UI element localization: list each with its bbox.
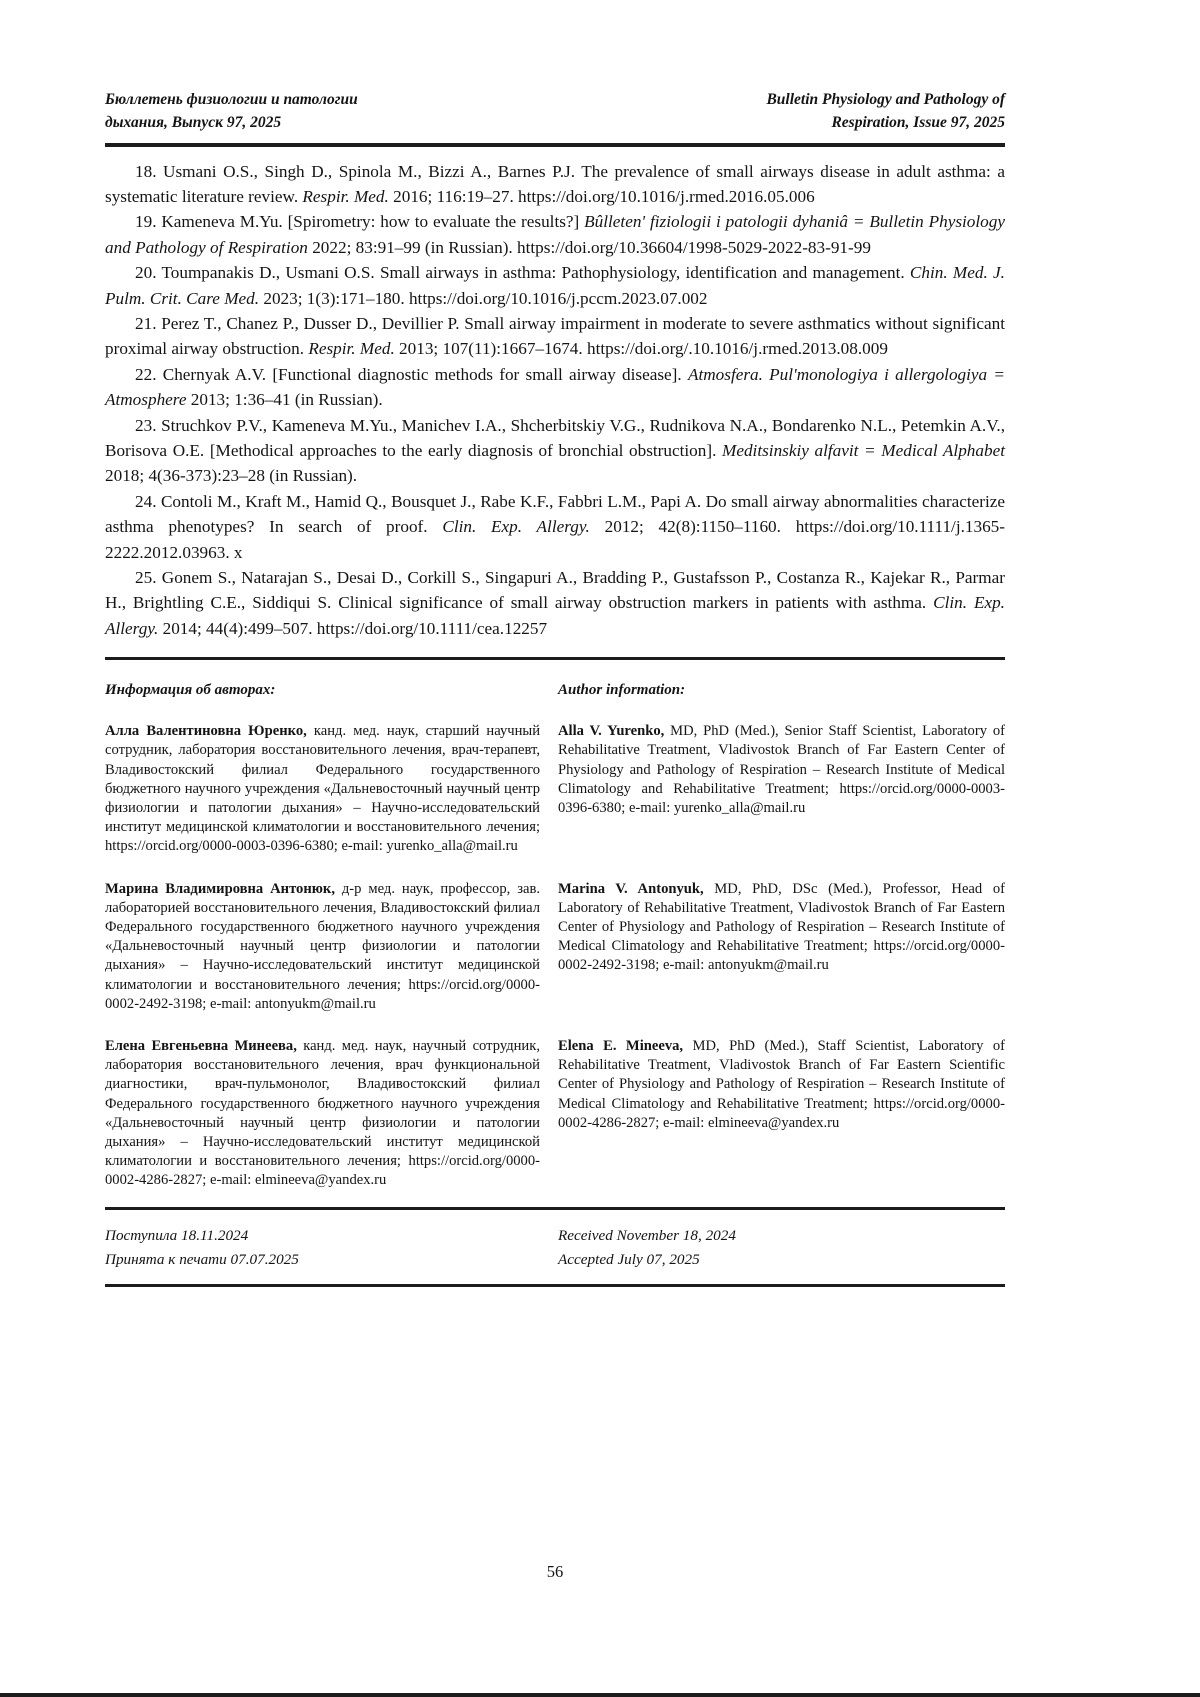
running-head-ru-line1: Бюллетень физиологии и патологии — [105, 91, 358, 108]
running-head-en-line1: Bulletin Physiology and Pathology of — [766, 91, 1005, 108]
author-paragraph-ru — [105, 880, 540, 1014]
text-run: 2018; 4(36-373):23–28 (in Russian). — [105, 466, 358, 486]
author-paragraph-ru — [105, 1037, 540, 1191]
references-bottom-rule — [105, 657, 1005, 660]
dates-block — [105, 1224, 1005, 1272]
reference-item — [105, 159, 1005, 210]
running-head-en — [766, 88, 1005, 134]
text-run: 2013; 107(11):1667–1674. https://doi.org/.10.1016/j.rmed.2013.08.009 — [394, 339, 888, 359]
text-run: MD, PhD, DSc (Med.), Professor, Head of Laboratory of Rehabilitative Treatment, Vladivostok Branch of Far Eastern Center of Physiology and Pathology of Respiration – Research Institute of Medical Climatology and Rehabilitative Treatment; https://orcid.org/0000-0002-2492-3198; e-mail: antonyukm@mail.ru — [558, 880, 1005, 974]
author-row — [105, 722, 1005, 856]
dates-bottom-rule — [105, 1284, 1005, 1287]
reference-item — [105, 362, 1005, 413]
text-run: 21. Perez T., Chanez P., Dusser D., Devillier P. Small airway impairment in moderate to severe asthmatics without significant proximal airway obstruction. — [105, 313, 1005, 359]
accepted-date-ru: Принята к печати 07.07.2025 — [105, 1250, 299, 1268]
text-run: 25. Gonem S., Natarajan S., Desai D., Corkill S., Singapuri A., Bradding P., Gustafsson P., Costanza R., Kajekar R., Parmar H., Brightling C.E., Siddiqui S. Clinical significance of small airway obstruction markers in patients with asthma. — [105, 568, 1005, 613]
reference-item — [105, 565, 1005, 641]
author-paragraph-en — [558, 1037, 1005, 1191]
journal-title-run: Chin. Med. J. Pulm. Crit. Care Med. — [105, 263, 1005, 308]
text-run: MD, PhD (Med.), Staff Scientist, Laboratory of Rehabilitative Treatment, Vladivostok Branch of Far Eastern Scientific Center of Physiology and Pathology of Respiration – Research Institute of Medical Climatology and Rehabilitative Treatment; https://orcid.org/0000-0002-4286-2827; e-mail: elmineeva@yandex.ru — [558, 1038, 1005, 1131]
running-head-ru — [105, 88, 358, 134]
journal-title-run: Respir. Med. — [308, 339, 395, 359]
text-run: 22. Chernyak A.V. [Functional diagnostic methods for small airway disease]. — [135, 364, 688, 384]
author-paragraph-ru — [105, 722, 540, 856]
running-head-ru-line2: дыхания, Выпуск 97, 2025 — [105, 114, 282, 131]
received-date-ru: Поступила 18.11.2024 — [105, 1226, 249, 1244]
author-name-run: Elena E. Mineeva, — [558, 1038, 684, 1055]
header-rule — [105, 143, 1005, 147]
author-info-headings — [105, 682, 1005, 699]
author-name-run: Алла Валентиновна Юренко, — [105, 723, 307, 740]
journal-title-run: Bûlleten' fiziologii i patologii dyhaniâ = Bulletin Physiology and Pathology of Respiration — [105, 212, 1005, 257]
author-name-run: Елена Евгеньевна Минеева, — [105, 1038, 297, 1055]
text-run: 2023; 1(3):171–180. https://doi.org/10.1016/j.pccm.2023.07.002 — [259, 288, 708, 308]
dates-top-rule — [105, 1207, 1005, 1210]
references-list — [105, 159, 1005, 642]
journal-title-run: Clin. Exp. Allergy. — [105, 593, 1005, 638]
text-run: 20. Toumpanakis D., Usmani O.S. Small airways in asthma: Pathophysiology, identification and management. — [135, 263, 910, 283]
text-run: 24. Contoli M., Kraft M., Hamid Q., Bousquet J., Rabe K.F., Fabbri L.M., Papi A. Do small airway abnormalities characterize asthma phenotypes? In search of proof. — [105, 491, 1005, 537]
author-row — [105, 880, 1005, 1014]
running-head — [105, 88, 1005, 134]
text-run: 2012; 42(8):1150–1160. https://doi.org/10.1111/j.1365-2222.2012.03963. x — [105, 517, 1005, 562]
author-info-rows — [105, 722, 1005, 1190]
author-name-run: Marina V. Antonyuk, — [558, 880, 704, 897]
text-run: канд. мед. наук, научный сотрудник, лаборатория восстановительного лечения, врач функциональной диагностики, врач-пульмонолог, Владивостокский филиал Федерального государственного бюджетного научного учреждения «Дальневосточный научный центр физиологии и патологии дыхания» – Научно-исследовательский институт медицинской климатологии и восстановительного лечения; https://orcid.org/0000-0002-4286-2827; e-mail: elmineeva@yandex.ru — [105, 1038, 540, 1189]
running-head-en-line2: Respiration, Issue 97, 2025 — [831, 114, 1005, 131]
page-bottom-edge — [0, 1693, 1200, 1697]
dates-en — [558, 1224, 1005, 1272]
text-run: 2022; 83:91–99 (in Russian). https://doi.org/10.36604/1998-5029-2022-83-91-99 — [307, 237, 871, 257]
author-row — [105, 1037, 1005, 1191]
text-run: MD, PhD (Med.), Senior Staff Scientist, Laboratory of Rehabilitative Treatment, Vladivostok Branch of Far Eastern Center of Physiology and Pathology of Respiration – Research Institute of Medical Climatology and Rehabilitative Treatment; https://orcid.org/0000-0003-0396-6380; e-mail: yurenko_alla@mail.ru — [558, 723, 1005, 817]
text-run: 23. Struchkov P.V., Kameneva M.Yu., Manichev I.A., Shcherbitskiy V.G., Rudnikova N.A., Bondarenko N.L., Petemkin A.V., Borisova O.E. [Methodical approaches to the early diagnosis of bronchial obstruction]. — [105, 415, 1005, 460]
received-date-en: Received November 18, 2024 — [558, 1226, 736, 1244]
text-run: 18. Usmani O.S., Singh D., Spinola M., Bizzi A., Barnes P.J. The prevalence of small airways disease in adult asthma: a systematic literature review. — [105, 161, 1005, 206]
author-paragraph-en — [558, 880, 1005, 1014]
text-run: 2013; 1:36–41 (in Russian). — [186, 390, 383, 410]
dates-ru — [105, 1224, 540, 1272]
text-run: 2014; 44(4):499–507. https://doi.org/10.1111/cea.12257 — [158, 618, 548, 638]
reference-item — [105, 209, 1005, 260]
page-number: 56 — [546, 1562, 564, 1581]
journal-title-run: Clin. Exp. Allergy. — [442, 517, 590, 537]
text-run: 2016; 116:19–27. https://doi.org/10.1016/j.rmed.2016.05.006 — [388, 186, 815, 206]
text-run: д-р мед. наук, профессор, зав. лабораторией восстановительного лечения, Владивостокский филиал Федерального государственного бюджетного научного учреждения «Дальневосточный научный центр физиологии и патологии дыхания» – Научно-исследовательский институт медицинской климатологии и восстановительного лечения; https://orcid.org/0000-0002-2492-3198; e-mail: antonyukm@mail.ru — [105, 880, 540, 1012]
author-info-heading-ru: Информация об авторах: — [105, 682, 276, 699]
journal-title-run: Meditsinskiy alfavit = Medical Alphabet — [722, 440, 1005, 460]
author-info-heading-en: Author information: — [558, 682, 686, 699]
author-name-run: Alla V. Yurenko, — [558, 723, 665, 740]
journal-title-run: Respir. Med. — [302, 186, 389, 206]
reference-item — [105, 489, 1005, 565]
reference-item — [105, 260, 1005, 311]
text-run: 19. Kameneva M.Yu. [Spirometry: how to evaluate the results?] — [135, 212, 585, 232]
author-paragraph-en — [558, 722, 1005, 856]
reference-item — [105, 311, 1005, 362]
reference-item — [105, 413, 1005, 489]
text-run: канд. мед. наук, старший научный сотрудник, лаборатория восстановительного лечения, врач-терапевт, Владивостокский филиал Федерального государственного бюджетного научного учреждения «Дальневосточный научный центр физиологии и патологии дыхания» – Научно-исследовательский институт медицинской климатологии и восстановительного лечения; https://orcid.org/0000-0003-0396-6380; e-mail: yurenko_alla@mail.ru — [105, 723, 541, 855]
accepted-date-en: Accepted July 07, 2025 — [558, 1250, 700, 1268]
author-name-run: Марина Владимировна Антонюк, — [105, 880, 335, 897]
journal-title-run: Atmosfera. Pul'monologiya i allergologiya = Atmosphere — [105, 364, 1005, 410]
